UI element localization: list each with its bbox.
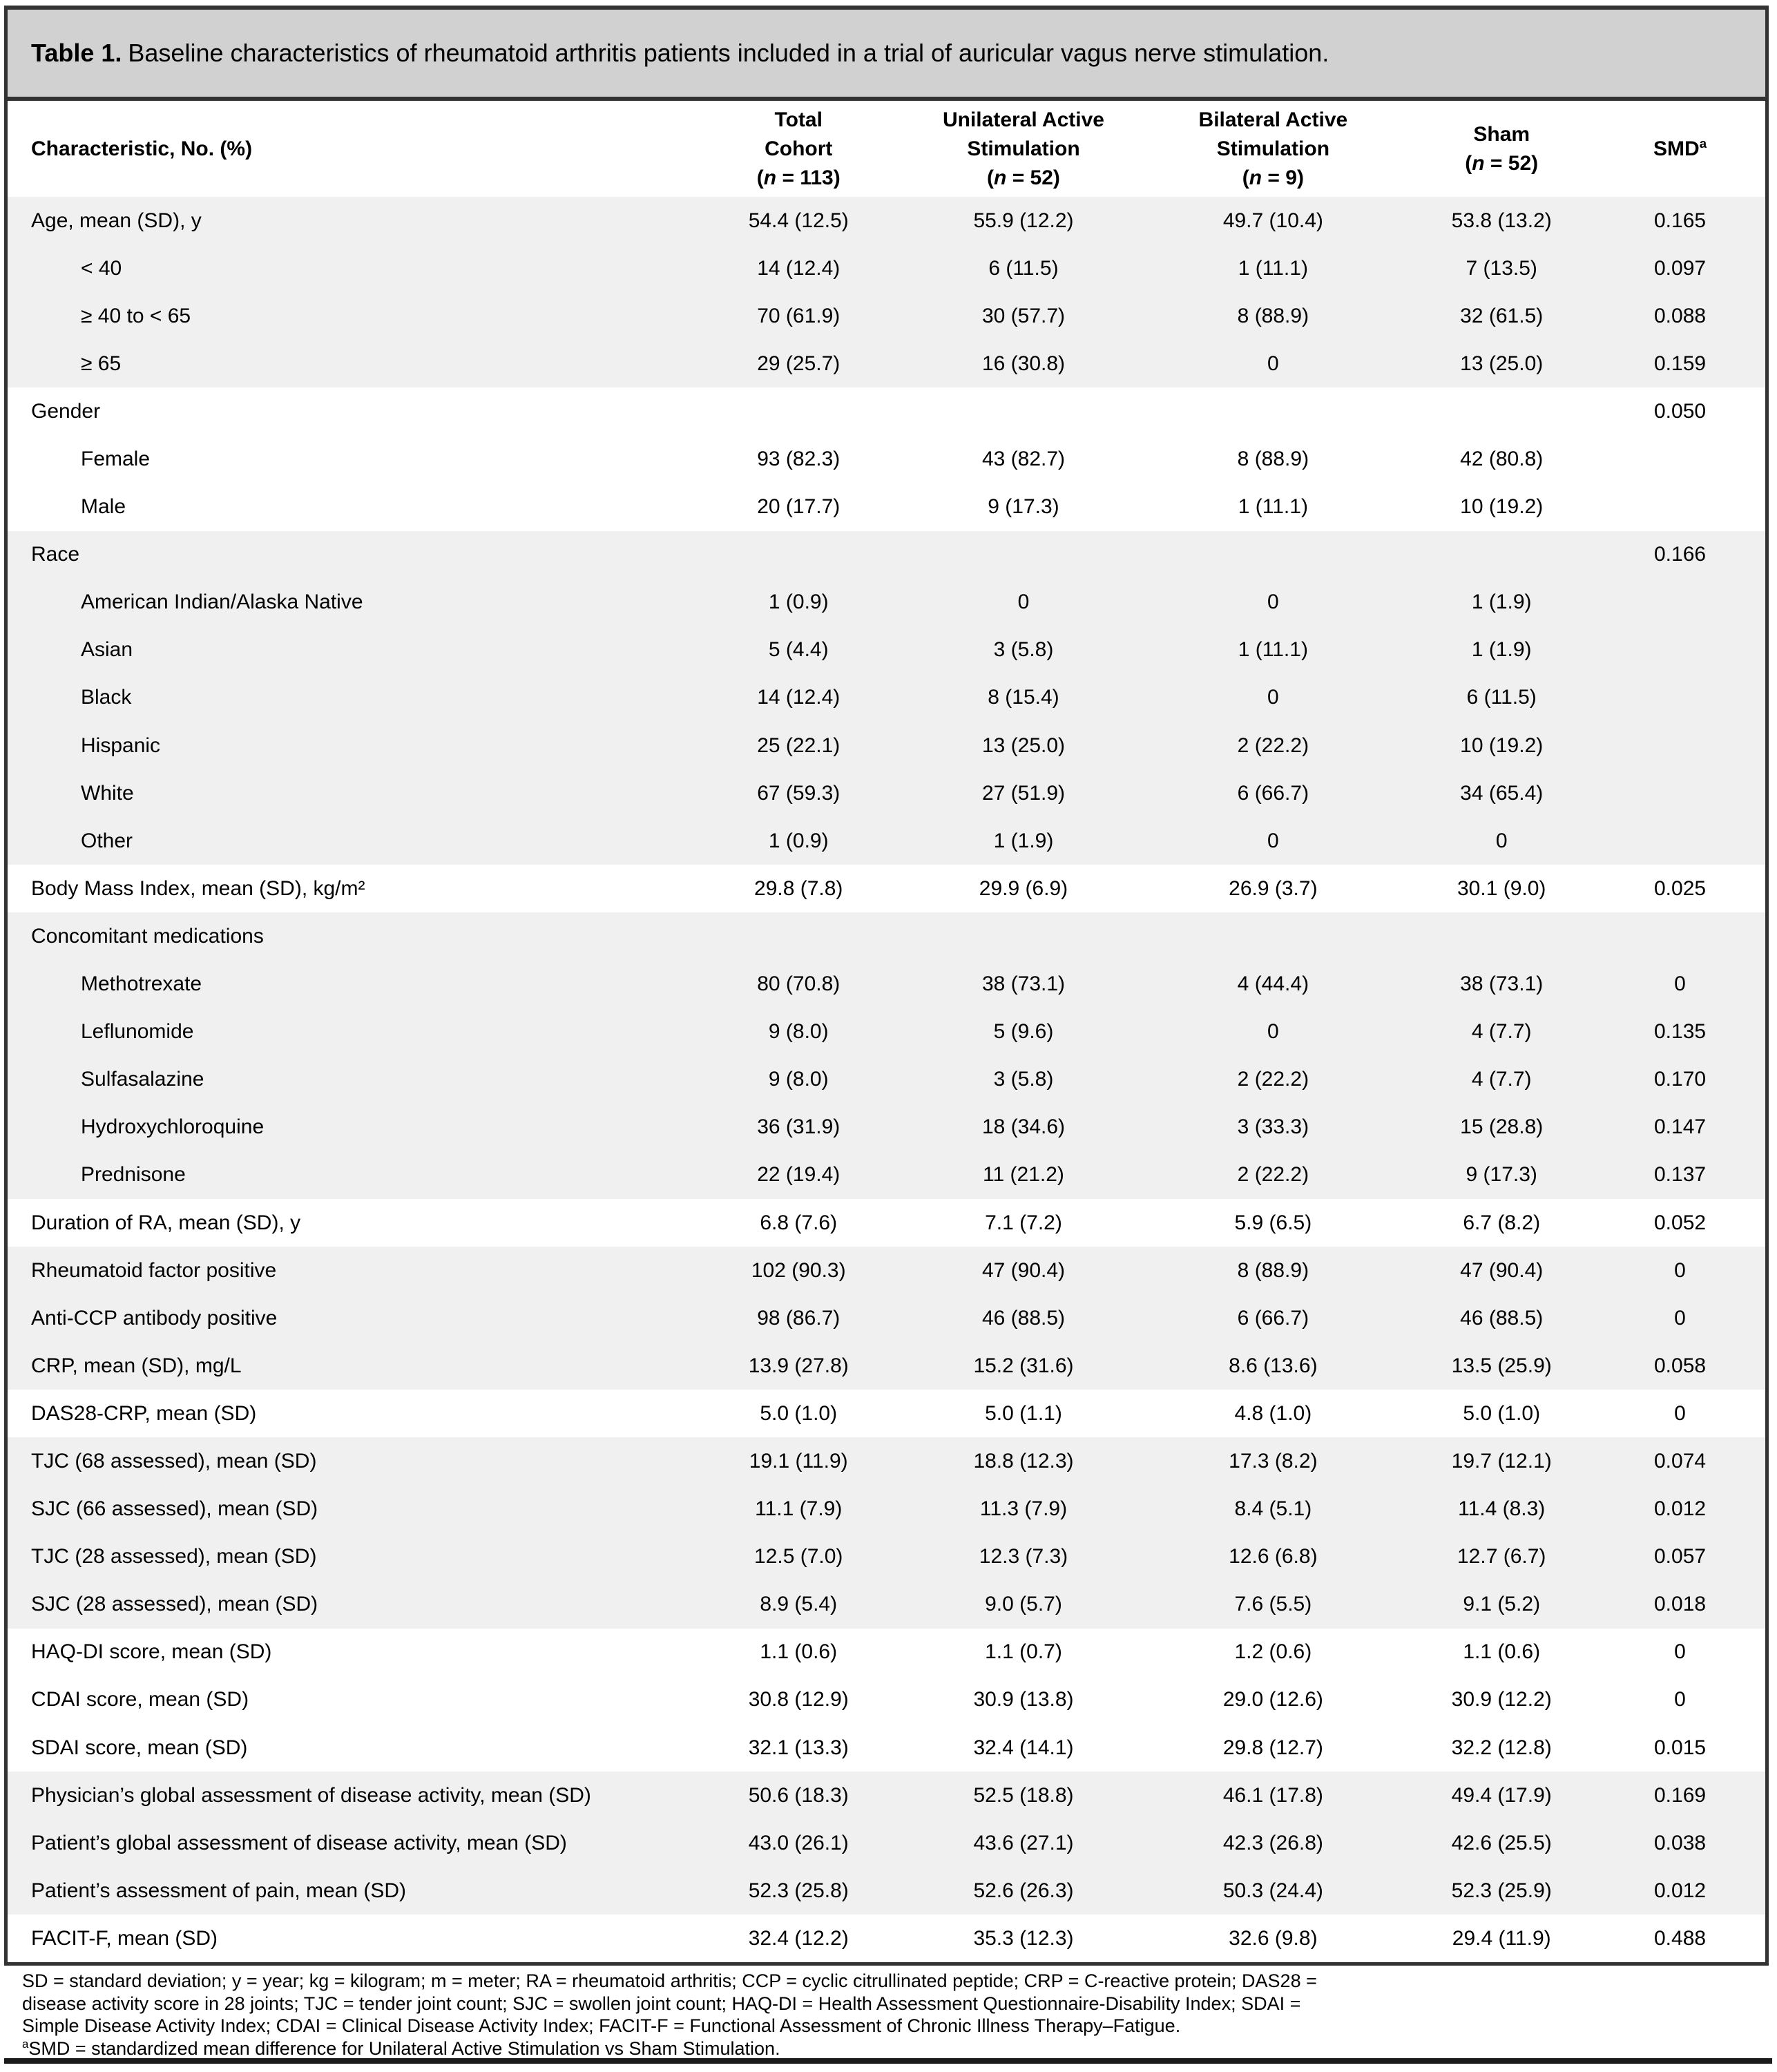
characteristic-label: FACIT-F, mean (SD) xyxy=(31,1926,218,1950)
sham-value: 11.4 (8.3) xyxy=(1458,1497,1546,1521)
sham-value: 53.8 (13.2) xyxy=(1451,209,1552,232)
smd-value: 0.018 xyxy=(1653,1593,1707,1616)
characteristic-label: Gender xyxy=(31,399,101,423)
unilateral-active-value: 27 (51.9) xyxy=(981,781,1066,805)
characteristic-label: < 40 xyxy=(81,256,122,280)
table-row xyxy=(8,197,1765,244)
smd-value: 0.058 xyxy=(1653,1354,1707,1377)
table-row xyxy=(8,865,1765,912)
total-cohort-value: 1.1 (0.6) xyxy=(760,1640,838,1664)
sham-value: 6 (11.5) xyxy=(1466,686,1537,709)
smd-value: 0 xyxy=(1674,1306,1686,1330)
smd-value: 0.025 xyxy=(1653,876,1707,900)
n-symbol: n xyxy=(1472,151,1485,175)
characteristic-label: Body Mass Index, mean (SD), kg/m² xyxy=(31,876,365,900)
bilateral-active-value: 0 xyxy=(1267,591,1279,614)
bilateral-active-value: 4 (44.4) xyxy=(1237,972,1309,996)
sham-value: 10 (19.2) xyxy=(1460,495,1544,519)
sham-value: 49.4 (17.9) xyxy=(1451,1783,1552,1807)
bilateral-active-value: 8.6 (13.6) xyxy=(1229,1354,1318,1377)
smd-value: 0.097 xyxy=(1653,256,1707,280)
characteristic-label: Hydroxychloroquine xyxy=(81,1115,265,1139)
characteristic-label: Rheumatoid factor positive xyxy=(31,1258,277,1282)
smd-value: 0 xyxy=(1674,972,1686,996)
table-row xyxy=(8,1629,1765,1676)
bilateral-active-value: 6 (66.7) xyxy=(1237,781,1309,805)
col-header-n: (n = 113) xyxy=(756,166,841,189)
sham-value: 4 (7.7) xyxy=(1471,1068,1532,1091)
smd-value: 0 xyxy=(1674,1640,1686,1664)
table-row xyxy=(8,1342,1765,1390)
smd-value: 0.088 xyxy=(1653,304,1707,327)
bottom-rule xyxy=(4,2058,1772,2064)
sham-value: 30.1 (9.0) xyxy=(1457,876,1546,900)
unilateral-active-value: 38 (73.1) xyxy=(981,972,1066,996)
total-cohort-value: 20 (17.7) xyxy=(757,495,841,519)
bilateral-active-value: 46.1 (17.8) xyxy=(1222,1783,1323,1807)
bilateral-active-value: 0 xyxy=(1267,829,1279,852)
total-cohort-value: 32.1 (13.3) xyxy=(748,1736,849,1759)
table-row xyxy=(8,1104,1765,1151)
characteristic-label: Age, mean (SD), y xyxy=(31,209,202,232)
unilateral-active-value: 18.8 (12.3) xyxy=(973,1449,1074,1473)
bilateral-active-value: 6 (66.7) xyxy=(1237,1306,1309,1330)
n-symbol: n xyxy=(763,166,777,189)
sham-value: 1 (1.9) xyxy=(1471,638,1532,662)
sham-value: 46 (88.5) xyxy=(1460,1306,1544,1330)
col-header-characteristic: Characteristic, No. (%) xyxy=(31,137,253,160)
bilateral-active-value: 32.6 (9.8) xyxy=(1229,1926,1318,1950)
table-row xyxy=(8,435,1765,483)
characteristic-label: SJC (66 assessed), mean (SD) xyxy=(31,1497,318,1521)
unilateral-active-value: 47 (90.4) xyxy=(981,1258,1066,1282)
sham-value: 32.2 (12.8) xyxy=(1451,1736,1552,1759)
table-row xyxy=(8,674,1765,722)
total-cohort-value: 52.3 (25.8) xyxy=(748,1879,849,1902)
unilateral-active-value: 32.4 (14.1) xyxy=(973,1736,1074,1759)
table-row xyxy=(8,1676,1765,1724)
characteristic-label: Anti-CCP antibody positive xyxy=(31,1306,278,1330)
sham-value: 13.5 (25.9) xyxy=(1451,1354,1552,1377)
sham-value: 19.7 (12.1) xyxy=(1451,1449,1552,1473)
table-row xyxy=(8,1199,1765,1247)
unilateral-active-value: 18 (34.6) xyxy=(981,1115,1066,1139)
characteristic-label: Patient’s global assessment of disease activity, mean (SD) xyxy=(31,1831,567,1854)
characteristic-label: CRP, mean (SD), mg/L xyxy=(31,1354,242,1377)
unilateral-active-value: 11.3 (7.9) xyxy=(979,1497,1068,1521)
sham-value: 12.7 (6.7) xyxy=(1457,1545,1546,1569)
unilateral-active-value: 5.0 (1.1) xyxy=(985,1401,1062,1425)
bilateral-active-value: 2 (22.2) xyxy=(1237,1163,1309,1187)
total-cohort-value: 54.4 (12.5) xyxy=(748,209,849,232)
bilateral-active-value: 12.6 (6.8) xyxy=(1229,1545,1318,1569)
table-body xyxy=(8,197,1765,1962)
abbreviations-line: SD = standard deviation; y = year; kg = kilogram; m = meter; RA = rheumatoid arthritis; CCP = cyclic citrullinated peptide; CRP = C-reactive protein; DAS28 = xyxy=(22,1970,1317,1991)
total-cohort-value: 14 (12.4) xyxy=(757,256,841,280)
characteristic-label: SDAI score, mean (SD) xyxy=(31,1736,248,1759)
table-row xyxy=(8,626,1765,674)
unilateral-active-value: 12.3 (7.3) xyxy=(979,1545,1068,1569)
n-symbol: n xyxy=(1249,166,1262,189)
col-header-line: Cohort xyxy=(765,137,833,160)
unilateral-active-value: 11 (21.2) xyxy=(983,1163,1064,1187)
baseline-characteristics-table xyxy=(4,101,1769,1966)
total-cohort-value: 29.8 (7.8) xyxy=(754,876,843,900)
smd-value: 0.169 xyxy=(1653,1783,1707,1807)
smd-note xyxy=(22,2037,1767,2060)
bilateral-active-value: 42.3 (26.8) xyxy=(1222,1831,1323,1854)
col-header-unilateral-active xyxy=(910,101,1138,197)
characteristic-label: TJC (68 assessed), mean (SD) xyxy=(31,1449,317,1473)
bilateral-active-value: 2 (22.2) xyxy=(1237,1068,1309,1091)
col-header-n: (n = 52) xyxy=(1465,151,1539,175)
sham-value: 1 (1.9) xyxy=(1471,591,1532,614)
sham-value: 32 (61.5) xyxy=(1460,304,1544,327)
unilateral-active-value: 30 (57.7) xyxy=(981,304,1066,327)
total-cohort-value: 12.5 (7.0) xyxy=(754,1545,843,1569)
table-row xyxy=(8,1390,1765,1437)
table-row xyxy=(8,722,1765,769)
characteristic-label: Physician’s global assessment of disease activity, mean (SD) xyxy=(31,1783,591,1807)
characteristic-label: Patient’s assessment of pain, mean (SD) xyxy=(31,1879,407,1902)
total-cohort-value: 98 (86.7) xyxy=(757,1306,841,1330)
total-cohort-value: 93 (82.3) xyxy=(757,448,841,471)
table-row xyxy=(8,387,1765,435)
unilateral-active-value: 30.9 (13.8) xyxy=(973,1688,1074,1711)
characteristic-label: Leflunomide xyxy=(81,1020,194,1044)
unilateral-active-value: 13 (25.0) xyxy=(981,733,1066,757)
bilateral-active-value: 8 (88.9) xyxy=(1237,448,1309,471)
bilateral-active-value: 2 (22.2) xyxy=(1237,733,1309,757)
table-row xyxy=(8,1915,1765,1962)
sham-value: 38 (73.1) xyxy=(1460,972,1544,996)
sham-value: 6.7 (8.2) xyxy=(1463,1211,1541,1234)
unilateral-active-value: 0 xyxy=(1017,591,1030,614)
table-footnotes xyxy=(4,1970,1767,2060)
total-cohort-value: 22 (19.4) xyxy=(757,1163,841,1187)
total-cohort-value: 36 (31.9) xyxy=(757,1115,841,1139)
sham-value: 30.9 (12.2) xyxy=(1451,1688,1552,1711)
smd-value: 0.147 xyxy=(1653,1115,1707,1139)
bilateral-active-value: 50.3 (24.4) xyxy=(1222,1879,1323,1902)
bilateral-active-value: 8.4 (5.1) xyxy=(1234,1497,1312,1521)
table-row xyxy=(8,1867,1765,1915)
unilateral-active-value: 5 (9.6) xyxy=(993,1020,1054,1044)
sham-value: 9.1 (5.2) xyxy=(1463,1593,1541,1616)
bilateral-active-value: 4.8 (1.0) xyxy=(1234,1401,1312,1425)
smd-note-marker: a xyxy=(22,2037,29,2051)
col-header-n: (n = 52) xyxy=(987,166,1060,189)
table-row xyxy=(8,1486,1765,1533)
total-cohort-value: 30.8 (12.9) xyxy=(748,1688,849,1711)
table-row xyxy=(8,340,1765,387)
table-row xyxy=(8,1581,1765,1629)
characteristic-label: CDAI score, mean (SD) xyxy=(31,1688,249,1711)
table-row xyxy=(8,961,1765,1008)
bilateral-active-value: 8 (88.9) xyxy=(1237,1258,1309,1282)
unilateral-active-value: 3 (5.8) xyxy=(993,638,1054,662)
smd-value: 0.012 xyxy=(1653,1879,1707,1902)
table-row xyxy=(8,1724,1765,1772)
col-header-line: Total xyxy=(774,108,823,131)
unilateral-active-value: 35.3 (12.3) xyxy=(973,1926,1074,1950)
total-cohort-value: 8.9 (5.4) xyxy=(760,1593,838,1616)
table-header-row xyxy=(8,101,1765,197)
table-row xyxy=(8,1151,1765,1199)
table-row xyxy=(8,1533,1765,1581)
sham-value: 5.0 (1.0) xyxy=(1463,1401,1541,1425)
table-row xyxy=(8,292,1765,340)
unilateral-active-value: 1.1 (0.7) xyxy=(985,1640,1062,1664)
abbreviations-line: Simple Disease Activity Index; CDAI = Clinical Disease Activity Index; FACIT-F = Functional Assessment of Chronic Illness Therapy–Fatigue. xyxy=(22,2015,1181,2036)
characteristic-label: Male xyxy=(81,495,126,519)
total-cohort-value: 25 (22.1) xyxy=(757,733,841,757)
smd-value: 0.488 xyxy=(1653,1926,1707,1950)
sham-value: 0 xyxy=(1495,829,1508,852)
total-cohort-value: 6.8 (7.6) xyxy=(760,1211,838,1234)
sham-value: 10 (19.2) xyxy=(1460,733,1544,757)
characteristic-label: TJC (28 assessed), mean (SD) xyxy=(31,1545,317,1569)
sham-value: 42.6 (25.5) xyxy=(1451,1831,1552,1854)
col-header-line: Stimulation xyxy=(1216,137,1330,160)
bilateral-active-value: 29.8 (12.7) xyxy=(1222,1736,1323,1759)
characteristic-label: Concomitant medications xyxy=(31,924,264,948)
bilateral-active-value: 0 xyxy=(1267,1020,1279,1044)
bilateral-active-value: 5.9 (6.5) xyxy=(1234,1211,1312,1234)
unilateral-active-value: 3 (5.8) xyxy=(993,1068,1054,1091)
sham-value: 15 (28.8) xyxy=(1460,1115,1544,1139)
total-cohort-value: 32.4 (12.2) xyxy=(748,1926,849,1950)
table-row xyxy=(8,1772,1765,1819)
characteristic-label: DAS28-CRP, mean (SD) xyxy=(31,1401,257,1425)
sham-value: 29.4 (11.9) xyxy=(1452,1926,1551,1950)
unilateral-active-value: 43 (82.7) xyxy=(981,448,1066,471)
smd-value: 0 xyxy=(1674,1401,1686,1425)
unilateral-active-value: 7.1 (7.2) xyxy=(985,1211,1062,1234)
table-row xyxy=(8,1247,1765,1294)
bilateral-active-value: 7.6 (5.5) xyxy=(1234,1593,1312,1616)
bilateral-active-value: 1.2 (0.6) xyxy=(1234,1640,1312,1664)
characteristic-label: ≥ 40 to < 65 xyxy=(81,304,191,327)
bilateral-active-value: 3 (33.3) xyxy=(1237,1115,1309,1139)
sham-value: 13 (25.0) xyxy=(1460,352,1544,375)
sham-value: 52.3 (25.9) xyxy=(1451,1879,1552,1902)
unilateral-active-value: 9 (17.3) xyxy=(988,495,1059,519)
smd-value: 0 xyxy=(1674,1258,1686,1282)
bilateral-active-value: 17.3 (8.2) xyxy=(1229,1449,1318,1473)
bilateral-active-value: 8 (88.9) xyxy=(1237,304,1309,327)
total-cohort-value: 29 (25.7) xyxy=(757,352,841,375)
total-cohort-value: 9 (8.0) xyxy=(768,1020,829,1044)
table-row xyxy=(8,1056,1765,1104)
total-cohort-value: 9 (8.0) xyxy=(768,1068,829,1091)
bilateral-active-value: 26.9 (3.7) xyxy=(1229,876,1318,900)
bilateral-active-value: 1 (11.1) xyxy=(1238,495,1308,519)
sham-value: 1.1 (0.6) xyxy=(1463,1640,1541,1664)
characteristic-label: HAQ-DI score, mean (SD) xyxy=(31,1640,272,1664)
characteristic-label: American Indian/Alaska Native xyxy=(81,591,363,614)
total-cohort-value: 70 (61.9) xyxy=(757,304,841,327)
smd-note-text: SMD = standardized mean difference for Unilateral Active Stimulation vs Sham Stimulation. xyxy=(28,2037,780,2059)
smd-value: 0.057 xyxy=(1653,1545,1707,1569)
total-cohort-value: 11.1 (7.9) xyxy=(755,1497,843,1521)
sham-value: 42 (80.8) xyxy=(1460,448,1544,471)
col-header-line: Unilateral Active xyxy=(942,108,1104,131)
total-cohort-value: 102 (90.3) xyxy=(751,1258,846,1282)
col-header-line: Sham xyxy=(1473,122,1530,146)
bilateral-active-value: 29.0 (12.6) xyxy=(1222,1688,1323,1711)
total-cohort-value: 1 (0.9) xyxy=(768,829,829,852)
smd-value: 0.165 xyxy=(1653,209,1707,232)
smd-value: 0.159 xyxy=(1653,352,1707,375)
unilateral-active-value: 8 (15.4) xyxy=(988,686,1059,709)
table-row xyxy=(8,483,1765,531)
smd-value: 0.137 xyxy=(1653,1163,1707,1187)
characteristic-label: Hispanic xyxy=(81,733,161,757)
characteristic-label: ≥ 65 xyxy=(81,352,122,375)
table-title-text: Baseline characteristics of rheumatoid arthritis patients included in a trial of auricular vagus nerve stimulation. xyxy=(128,39,1329,67)
col-header-smd: SMD$^a$ xyxy=(1653,135,1707,160)
total-cohort-value: 19.1 (11.9) xyxy=(749,1449,848,1473)
col-header-line: Bilateral Active xyxy=(1198,108,1348,131)
total-cohort-value: 43.0 (26.1) xyxy=(748,1831,849,1854)
characteristic-label: Prednisone xyxy=(81,1163,186,1187)
table-row xyxy=(8,769,1765,817)
total-cohort-value: 50.6 (18.3) xyxy=(748,1783,849,1807)
sham-value: 7 (13.5) xyxy=(1466,256,1537,280)
sham-value: 9 (17.3) xyxy=(1466,1163,1537,1187)
smd-value: 0.012 xyxy=(1653,1497,1707,1521)
col-header-n: (n = 9) xyxy=(1242,166,1304,189)
col-header-total-cohort xyxy=(688,101,910,197)
smd-value: 0.166 xyxy=(1653,543,1707,566)
characteristic-label: SJC (28 assessed), mean (SD) xyxy=(31,1593,318,1616)
total-cohort-value: 13.9 (27.8) xyxy=(748,1354,849,1377)
smd-value: 0 xyxy=(1674,1688,1686,1711)
smd-value: 0.135 xyxy=(1653,1020,1707,1044)
bilateral-active-value: 1 (11.1) xyxy=(1238,638,1308,662)
total-cohort-value: 5.0 (1.0) xyxy=(760,1401,838,1425)
unilateral-active-value: 55.9 (12.2) xyxy=(973,209,1074,232)
characteristic-label: Black xyxy=(81,686,132,709)
unilateral-active-value: 43.6 (27.1) xyxy=(973,1831,1074,1854)
sham-value: 47 (90.4) xyxy=(1460,1258,1544,1282)
table-row xyxy=(8,1294,1765,1342)
table-row xyxy=(8,912,1765,960)
characteristic-label: Asian xyxy=(81,638,133,662)
smd-value: 0.015 xyxy=(1653,1736,1707,1759)
bilateral-active-value: 1 (11.1) xyxy=(1238,256,1308,280)
n-symbol: n xyxy=(994,166,1007,189)
characteristic-label: Female xyxy=(81,448,151,471)
characteristic-label: Race xyxy=(31,543,80,566)
smd-value: 0.038 xyxy=(1653,1831,1707,1854)
table-row xyxy=(8,817,1765,865)
table-row xyxy=(8,1437,1765,1485)
total-cohort-value: 80 (70.8) xyxy=(757,972,841,996)
unilateral-active-value: 1 (1.9) xyxy=(993,829,1054,852)
col-header-sham xyxy=(1408,101,1595,197)
unilateral-active-value: 29.9 (6.9) xyxy=(979,876,1068,900)
smd-value: 0.050 xyxy=(1653,399,1707,423)
characteristic-label: Sulfasalazine xyxy=(81,1068,204,1091)
table-row xyxy=(8,531,1765,579)
sham-value: 34 (65.4) xyxy=(1460,781,1544,805)
characteristic-label: Other xyxy=(81,829,133,852)
characteristic-label: Duration of RA, mean (SD), y xyxy=(31,1211,301,1234)
total-cohort-value: 1 (0.9) xyxy=(768,591,829,614)
table-number: Table 1. xyxy=(31,39,122,67)
bilateral-active-value: 0 xyxy=(1267,352,1279,375)
bilateral-active-value: 49.7 (10.4) xyxy=(1222,209,1323,232)
abbreviations-line: disease activity score in 28 joints; TJC = tender joint count; SJC = swollen joint count; HAQ-DI = Health Assessment Questionnaire-Disability Index; SDAI = xyxy=(22,1993,1301,2014)
unilateral-active-value: 52.5 (18.8) xyxy=(973,1783,1074,1807)
total-cohort-value: 14 (12.4) xyxy=(757,686,841,709)
bilateral-active-value: 0 xyxy=(1267,686,1279,709)
table-title-bar xyxy=(4,6,1769,101)
unilateral-active-value: 15.2 (31.6) xyxy=(973,1354,1074,1377)
smd-value: 0.074 xyxy=(1653,1449,1707,1473)
smd-footnote-marker: a xyxy=(1699,135,1707,151)
unilateral-active-value: 46 (88.5) xyxy=(981,1306,1066,1330)
characteristic-label: Methotrexate xyxy=(81,972,202,996)
unilateral-active-value: 16 (30.8) xyxy=(981,352,1066,375)
table-row xyxy=(8,244,1765,292)
table-row xyxy=(8,1008,1765,1056)
col-header-bilateral-active xyxy=(1137,101,1408,197)
unilateral-active-value: 9.0 (5.7) xyxy=(985,1593,1062,1616)
total-cohort-value: 5 (4.4) xyxy=(768,638,829,662)
table-row xyxy=(8,1819,1765,1867)
smd-value: 0.052 xyxy=(1653,1211,1707,1234)
col-header-line: Stimulation xyxy=(967,137,1080,160)
total-cohort-value: 67 (59.3) xyxy=(757,781,841,805)
unilateral-active-value: 52.6 (26.3) xyxy=(973,1879,1074,1902)
smd-value: 0.170 xyxy=(1653,1068,1707,1091)
table-row xyxy=(8,579,1765,626)
unilateral-active-value: 6 (11.5) xyxy=(988,256,1059,280)
sham-value: 4 (7.7) xyxy=(1471,1020,1532,1044)
characteristic-label: White xyxy=(81,781,134,805)
